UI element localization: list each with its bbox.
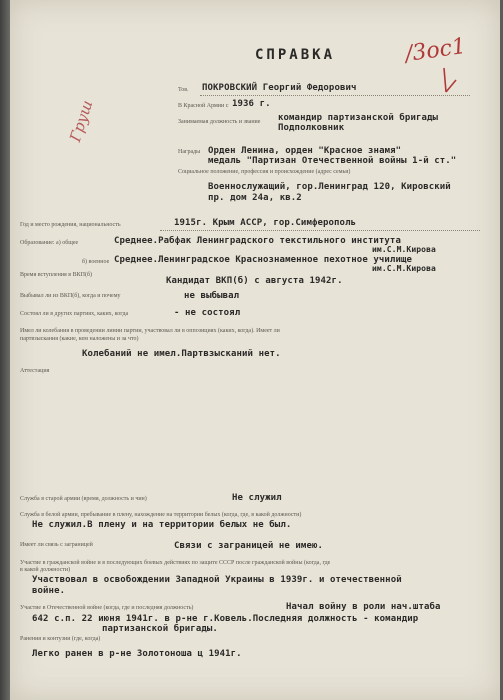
value-wounds: Легко ранен в р-не Золотоноша ц 1941г. bbox=[32, 649, 242, 659]
value-patriotic-war-line-1: Начал войну в роли нач.штаба bbox=[286, 602, 441, 612]
label-white-army: Служба в белой армии, пребывание в плену, нахождение на территории белых (когда, где, в какой должности) bbox=[20, 512, 302, 518]
value-army-since: 1936 г. bbox=[232, 99, 271, 109]
label-civil-war-line-1: Участие в гражданской войне и в последующих боевых действиях по защите СССР после гражданской войны (когда, где bbox=[20, 560, 331, 566]
value-abroad: Связи с заграницей не имею. bbox=[174, 541, 323, 551]
label-position: Занимаемая должность и звание bbox=[178, 119, 261, 125]
value-hesitation: Колебаний не имел.Партвзысканий нет. bbox=[82, 349, 281, 359]
label-party-join: Время вступления в ВКП(б) bbox=[20, 272, 92, 278]
label-abroad: Имеет ли связь с заграницей bbox=[20, 542, 93, 548]
fill-line bbox=[160, 230, 480, 231]
label-edu-military: б) военное bbox=[82, 259, 110, 265]
value-party-join: Кандидат ВКП(б) с августа 1942г. bbox=[166, 276, 343, 286]
label-other-parties: Состоял ли в других партиях, каких, когда bbox=[20, 311, 129, 317]
fill-line bbox=[200, 95, 470, 96]
label-awards: Награды bbox=[178, 149, 201, 155]
label-attestation: Аттестация bbox=[20, 368, 50, 374]
handwritten-margin-note: Груш bbox=[66, 98, 97, 144]
value-edu-general-sub: им.С.М.Кирова bbox=[372, 245, 436, 254]
value-civil-war-line-2: войне. bbox=[32, 586, 66, 596]
value-civil-war-line-1: Участвовал в освобождении Западной Украины в 1939г. и отечественной bbox=[32, 575, 402, 585]
label-party-leave: Выбывал ли из ВКП(б), когда и почему bbox=[20, 293, 121, 299]
label-old-army: Служба в старой армии (время, должность и чин) bbox=[20, 496, 147, 502]
label-edu-general: Образование: а) общее bbox=[20, 240, 79, 246]
value-old-army: Не служил bbox=[232, 493, 282, 503]
value-other-parties: - не состоял bbox=[174, 308, 241, 318]
label-birth: Год и место рождения, национальность bbox=[20, 222, 121, 228]
value-edu-military-sub: им.С.М.Кирова bbox=[372, 264, 436, 273]
red-pencil-mark-icon bbox=[440, 66, 460, 96]
value-position-line-2: Подполковник bbox=[278, 123, 345, 133]
value-edu-military: Среднее.Ленинградское Краснознаменное пехотное училище bbox=[114, 255, 412, 265]
label-hesitation-line-2: партвзыскания (какие, кем наложены и за что) bbox=[20, 336, 139, 342]
handwritten-number: /3ос1 bbox=[403, 33, 468, 68]
value-social-line-2: пр. дом 24а, кв.2 bbox=[208, 193, 302, 203]
value-position-line-1: командир партизанской бригады bbox=[278, 113, 439, 123]
label-social: Социальное положение, профессия и происхождение (адрес семьи) bbox=[178, 169, 351, 175]
label-wounds: Ранения и контузии (где, когда) bbox=[20, 636, 101, 642]
value-patriotic-war-line-2: 642 с.п. 22 июня 1941г. в р-не г.Ковель.Последняя должность - командир bbox=[32, 614, 419, 624]
document-title: СПРАВКА bbox=[255, 47, 336, 63]
value-awards-line-2: медаль "Партизан Отечественной войны 1-й ст." bbox=[208, 156, 457, 166]
label-army-since: В Красной Армии с bbox=[178, 103, 229, 109]
value-patriotic-war-line-3: партизанской бригады. bbox=[102, 624, 218, 634]
label-name: Тов. bbox=[178, 87, 189, 93]
value-awards-line-1: Орден Ленина, орден "Красное знамя" bbox=[208, 146, 402, 156]
binding-edge bbox=[0, 0, 10, 700]
value-white-army: Не служил.В плену и на территории белых не был. bbox=[32, 520, 292, 530]
value-edu-general: Среднее.Рабфак Ленинградского текстильного института bbox=[114, 236, 401, 246]
label-patriotic-war: Участие в Отечественной войне (когда, где и последняя должность) bbox=[20, 605, 194, 611]
value-social-line-1: Военнослужащий, гор.Ленинград 120, Кировский bbox=[208, 182, 451, 192]
value-party-leave: не выбывал bbox=[184, 291, 240, 301]
value-birth: 1915г. Крым АССР, гор.Симферополь bbox=[174, 218, 357, 228]
document-sheet bbox=[10, 0, 500, 700]
label-civil-war-line-2: в какой должности) bbox=[20, 567, 71, 573]
label-hesitation-line-1: Имел ли колебания в проведении линии партии, участвовал ли в оппозициях (каких, когда). Имеет ли bbox=[20, 328, 280, 334]
value-name: ПОКРОВСКИЙ Георгий Федорович bbox=[202, 83, 357, 93]
